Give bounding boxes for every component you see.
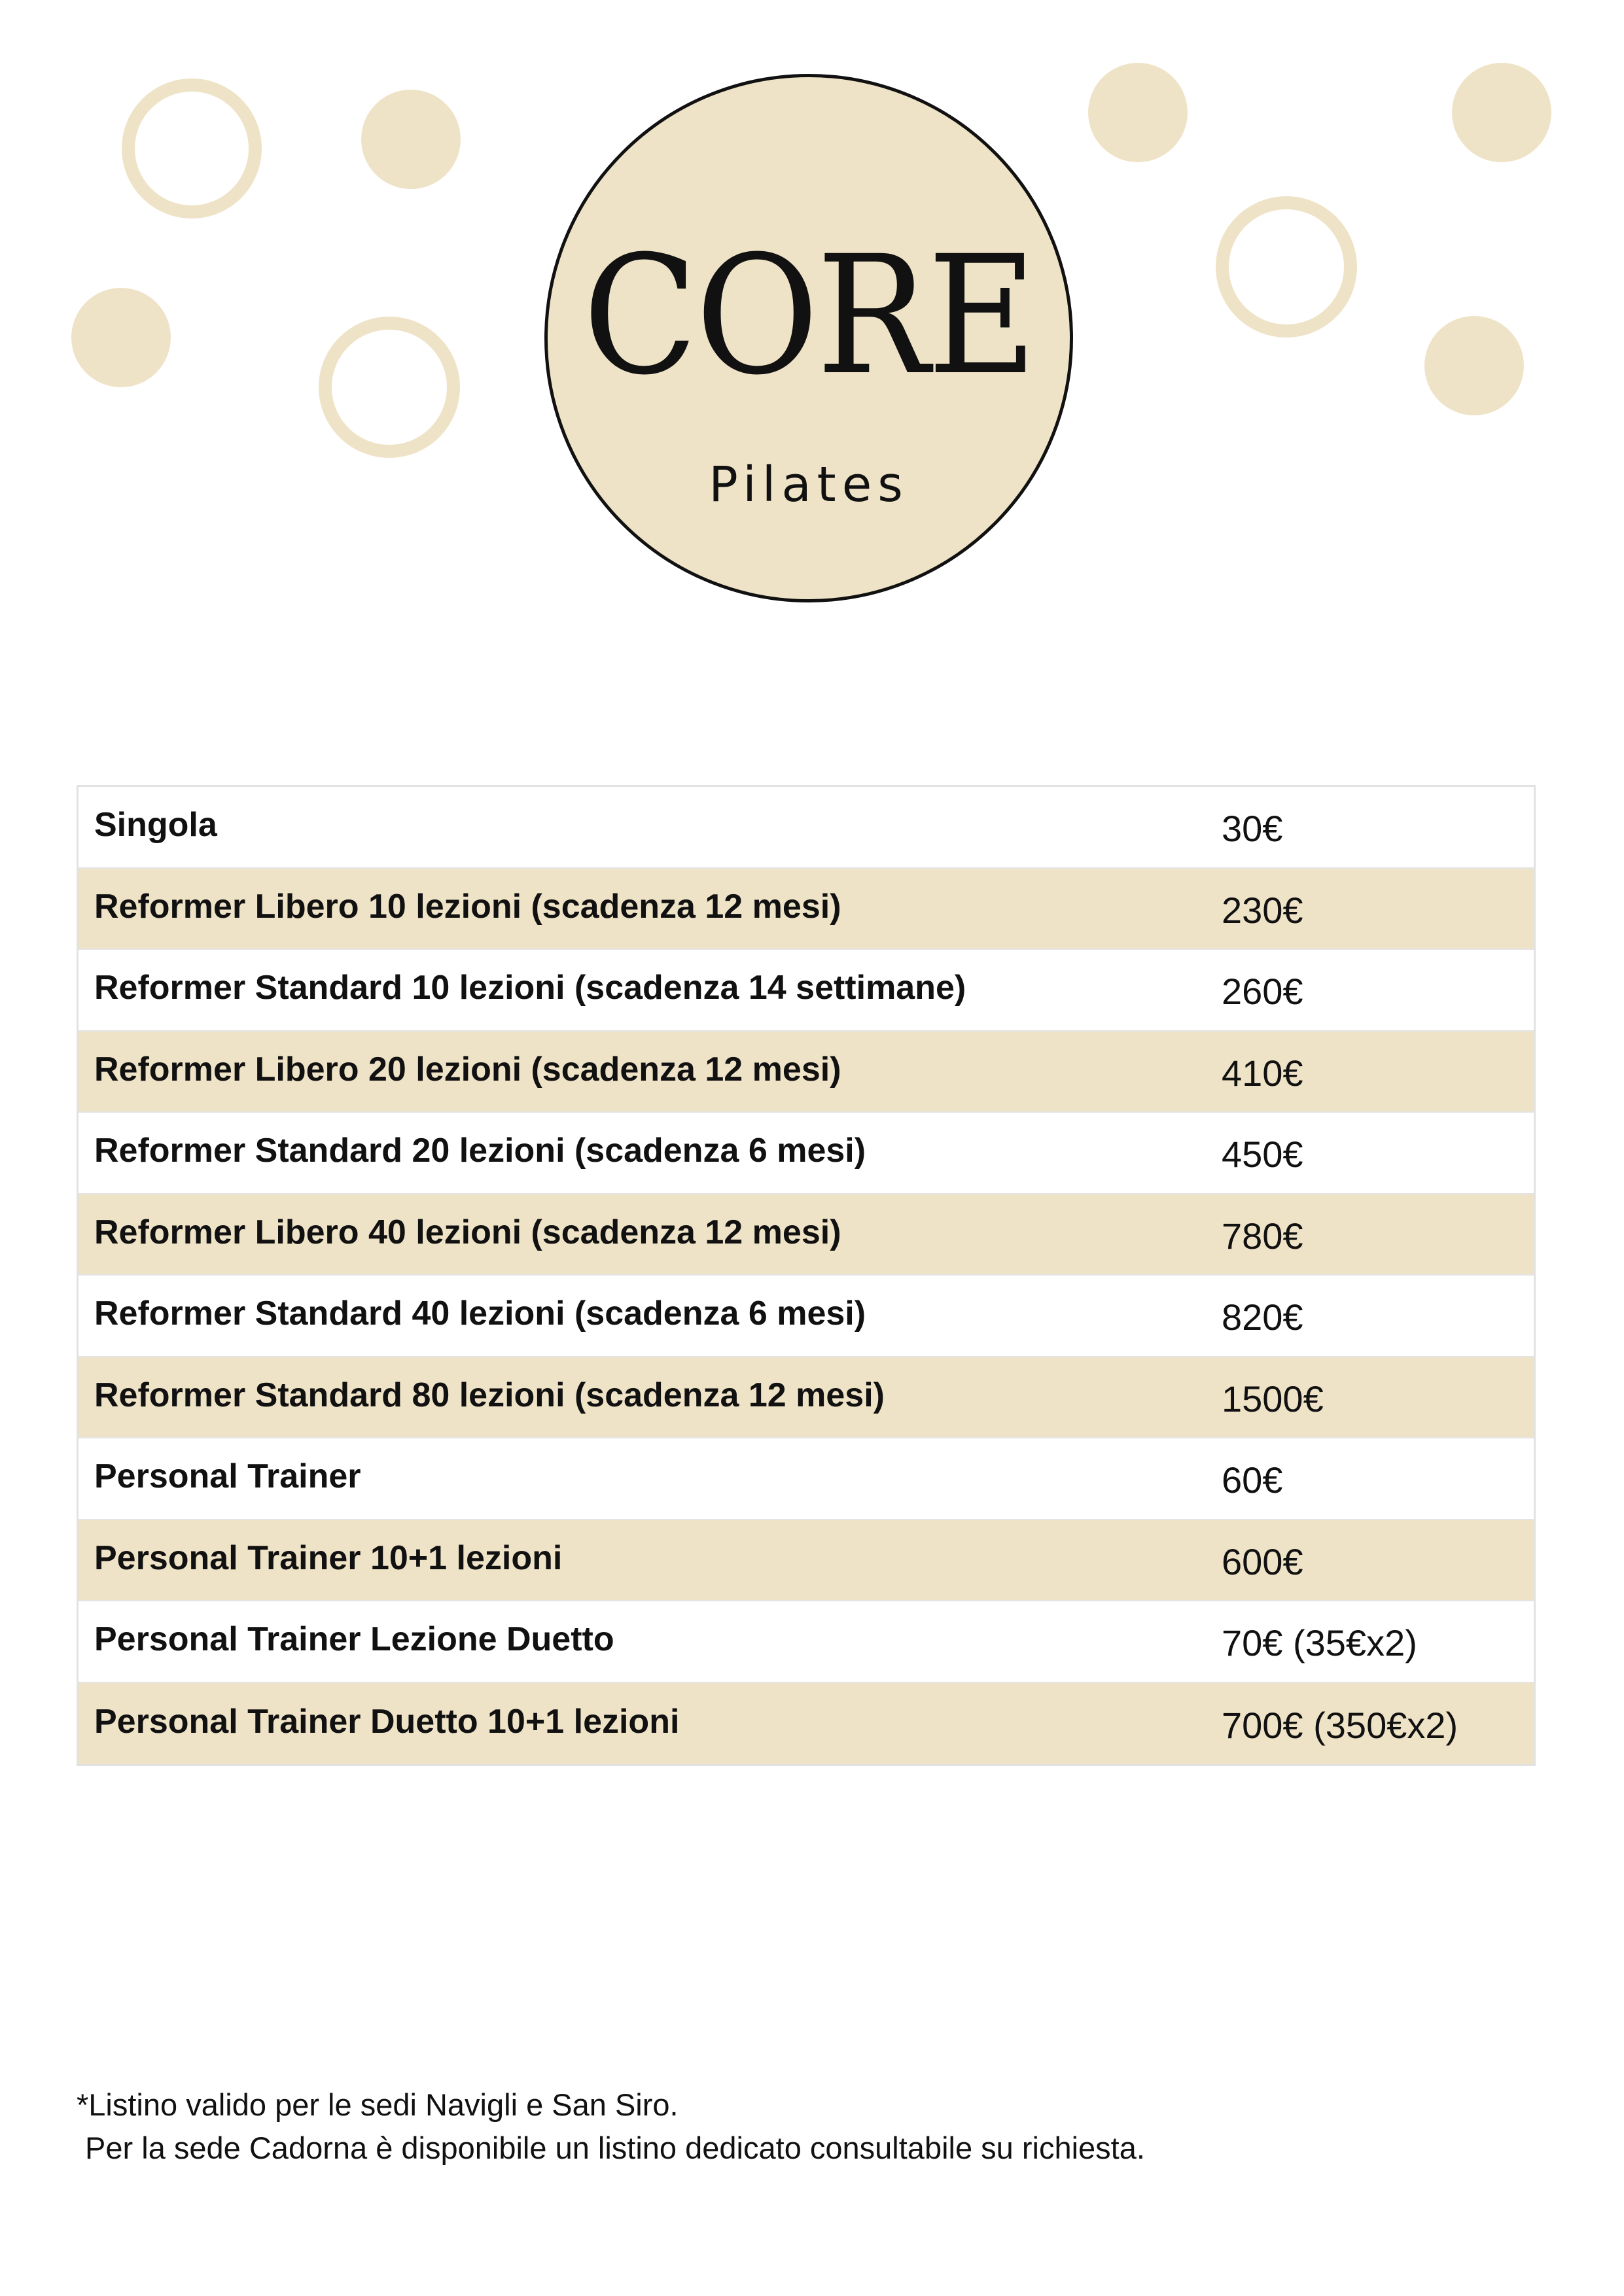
decorative-dot	[1424, 316, 1524, 415]
decorative-dot	[361, 90, 461, 189]
table-row	[79, 1683, 1534, 1765]
item-name: Personal Trainer 10+1 lezioni	[94, 1539, 563, 1577]
footnote	[77, 2083, 1145, 2170]
decorative-dot	[1088, 63, 1188, 162]
item-price: 450€	[1222, 1134, 1303, 1175]
logo-subtitle: Pilates	[709, 457, 909, 513]
price-table	[77, 785, 1536, 1766]
item-name: Singola	[94, 806, 217, 844]
table-row	[79, 1032, 1534, 1113]
item-price: 70€ (35€x2)	[1222, 1622, 1417, 1664]
brand-logo	[544, 74, 1073, 602]
table-row	[79, 1601, 1534, 1683]
item-name: Reformer Libero 40 lezioni (scadenza 12 mesi)	[94, 1213, 841, 1251]
item-price: 780€	[1222, 1215, 1303, 1257]
item-price: 700€ (350€x2)	[1222, 1704, 1458, 1746]
item-name: Reformer Libero 20 lezioni (scadenza 12 mesi)	[94, 1050, 841, 1088]
table-row	[79, 1194, 1534, 1276]
decorative-dot	[71, 288, 171, 387]
item-name: Personal Trainer Duetto 10+1 lezioni	[94, 1702, 680, 1741]
decorative-ring	[1216, 196, 1357, 338]
item-price: 230€	[1222, 889, 1303, 931]
item-price: 820€	[1222, 1296, 1303, 1338]
item-name: Reformer Standard 10 lezioni (scadenza 14 settimane)	[94, 969, 966, 1007]
item-price: 60€	[1222, 1459, 1283, 1501]
item-price: 30€	[1222, 808, 1283, 850]
item-price: 600€	[1222, 1540, 1303, 1582]
table-row	[79, 1357, 1534, 1439]
table-row	[79, 1113, 1534, 1194]
item-name: Personal Trainer Lezione Duetto	[94, 1620, 614, 1659]
footnote-line-2: Per la sede Cadorna è disponibile un listino dedicato consultabile su richiesta.	[77, 2131, 1145, 2165]
item-name: Personal Trainer	[94, 1457, 361, 1496]
footnote-line-1: *Listino valido per le sedi Navigli e San Siro.	[77, 2087, 679, 2122]
table-row	[79, 1438, 1534, 1520]
decorative-dot	[1452, 63, 1551, 162]
item-name: Reformer Standard 80 lezioni (scadenza 12 mesi)	[94, 1376, 885, 1414]
table-row	[79, 950, 1534, 1032]
item-name: Reformer Standard 40 lezioni (scadenza 6 mesi)	[94, 1295, 866, 1333]
item-price: 1500€	[1222, 1378, 1324, 1419]
item-name: Reformer Standard 20 lezioni (scadenza 6 mesi)	[94, 1132, 866, 1170]
table-row	[79, 1520, 1534, 1602]
logo-title: CORE	[582, 220, 1035, 411]
item-name: Reformer Libero 10 lezioni (scadenza 12 mesi)	[94, 887, 841, 926]
item-price: 410€	[1222, 1052, 1303, 1094]
item-price: 260€	[1222, 971, 1303, 1013]
table-row	[79, 787, 1534, 869]
table-row	[79, 1276, 1534, 1357]
decorative-ring	[319, 317, 460, 458]
decorative-ring	[122, 78, 262, 218]
table-row	[79, 869, 1534, 950]
